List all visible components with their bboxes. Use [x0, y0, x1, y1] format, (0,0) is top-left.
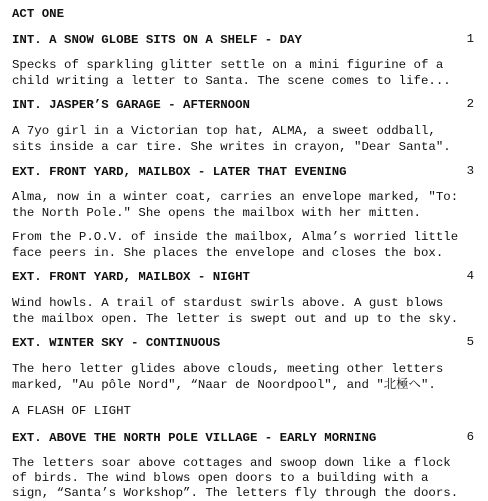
action-line: child writing a letter to Santa. The scene comes to life... — [12, 74, 451, 88]
scene-heading: EXT. FRONT YARD, MAILBOX - NIGHT — [12, 270, 250, 284]
scene-heading: EXT. ABOVE THE NORTH POLE VILLAGE - EARLY MORNING — [12, 431, 377, 445]
action-line: A 7yo girl in a Victorian top hat, ALMA, a sweet oddball, — [12, 124, 436, 138]
transition-line: A FLASH OF LIGHT — [12, 404, 131, 418]
action-line: sign, “Santa’s Workshop”. The letters fly through the doors. — [12, 486, 459, 500]
act-heading: ACT ONE — [12, 7, 65, 21]
scene-heading: EXT. WINTER SKY - CONTINUOUS — [12, 336, 221, 350]
action-line: The letters soar above cottages and swoop down like a flock — [12, 456, 451, 470]
action-line: the mailbox open. The letter is swept out and up to the sky. — [12, 312, 459, 326]
scene-number: 6 — [466, 430, 474, 444]
action-line: sits inside a car tire. She writes in crayon, "Dear Santa". — [12, 140, 451, 154]
scene-heading: EXT. FRONT YARD, MAILBOX - LATER THAT EVENING — [12, 165, 347, 179]
scene-heading: INT. JASPER’S GARAGE - AFTERNOON — [12, 98, 250, 112]
scene-number: 4 — [466, 269, 474, 283]
action-line: Wind howls. A trail of stardust swirls above. A gust blows — [12, 296, 444, 310]
scene-heading: INT. A SNOW GLOBE SITS ON A SHELF - DAY — [12, 33, 302, 47]
action-line: Alma, now in a winter coat, carries an envelope marked, "To: — [12, 190, 459, 204]
scene-number: 1 — [466, 32, 474, 46]
action-line: the North Pole." She opens the mailbox with her mitten. — [12, 206, 421, 220]
scene-number: 3 — [466, 164, 474, 178]
action-line: The hero letter glides above clouds, meeting other letters — [12, 362, 444, 376]
action-line: Specks of sparkling glitter settle on a mini figurine of a — [12, 58, 444, 72]
action-line: marked, "Au pôle Nord", “Naar de Noordpool", and "北極へ". — [12, 378, 436, 392]
scene-number: 2 — [466, 97, 474, 111]
action-line: From the P.O.V. of inside the mailbox, Alma’s worried little — [12, 230, 459, 244]
action-line: face peers in. She places the envelope and closes the box. — [12, 246, 444, 260]
action-line: of birds. The wind blows open doors to a building with a — [12, 471, 429, 485]
scene-number: 5 — [466, 335, 474, 349]
